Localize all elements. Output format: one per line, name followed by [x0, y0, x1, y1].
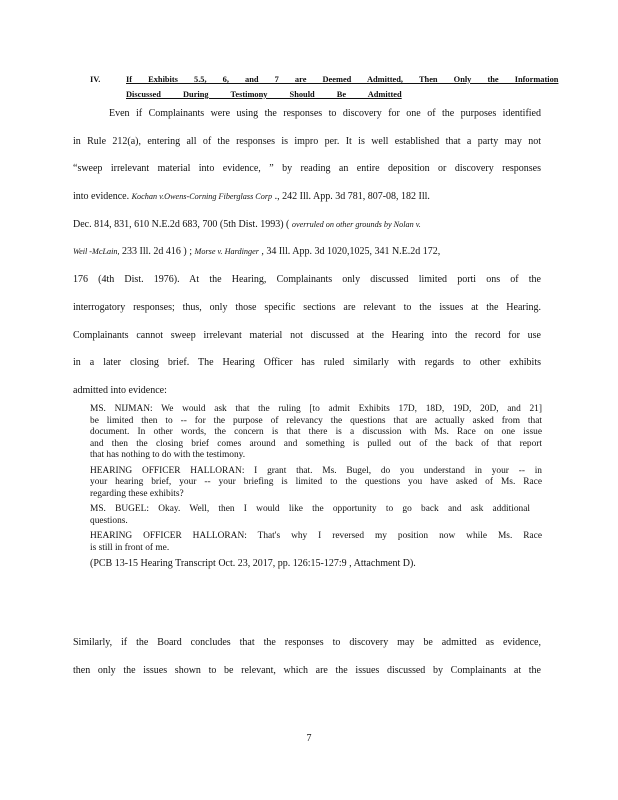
quote-line: MS. NIJMAN: We would ask that the ruling [to admit Exhibits 17D, 18D, 19D, 20D, and 21] [90, 404, 542, 414]
paragraph-line: “sweep irrelevant material into evidence, ” by reading an entire deposition or discovery responses [73, 163, 541, 175]
quote-line: that has nothing to do with the testimony. [90, 450, 246, 460]
quote-line: MS. BUGEL: Okay. Well, then I would like the opportunity to go back and ask additional [90, 504, 530, 514]
paragraph-line [73, 218, 541, 246]
paragraph-line [73, 190, 541, 218]
section-title-line-1: If Exhibits 5.5, 6, and 7 are Deemed Admitted, Then Only the Information [126, 75, 559, 84]
quote-line: questions. [90, 515, 128, 526]
quote-line: your hearing brief, your -- your briefing is limited to the questions you have asked of Ms. Race [90, 477, 542, 487]
quote-line: be limited then to -- for the purpose of relevancy the questions that are actually asked from that [90, 415, 542, 426]
body-paragraph-1 [73, 107, 541, 412]
paragraph-line: 176 (4th Dist. 1976). At the Hearing, Complainants only discussed limited porti ons of the [73, 274, 541, 286]
paragraph-line [73, 245, 541, 273]
paragraph-line: admitted into evidence: [73, 384, 167, 396]
case-name-citation: Weil -McLain, [73, 247, 120, 257]
paragraph-line: Complainants cannot sweep irrelevant material not discussed at the Hearing into the record for use [73, 329, 541, 341]
paragraph-line: Similarly, if the Board concludes that the responses to discovery may be admitted as evidence, [73, 637, 541, 648]
paragraph-line: in Rule 212(a), entering all of the responses is impro per. It is well established that a party may not [73, 135, 541, 147]
quote-line: HEARING OFFICER HALLORAN: That's why I reversed my position now while Ms. Race [90, 531, 542, 541]
quote-line: regarding these exhibits? [90, 488, 184, 499]
text-run: into evidence. [73, 191, 130, 203]
text-run: ., 242 Ill. App. 3d 781, 807-08, 182 Ill. [274, 191, 430, 203]
transcript-citation: (PCB 13-15 Hearing Transcript Oct. 23, 2017, pp. 126:15-127:9 , Attachment D). [90, 558, 416, 569]
quote-line: is still in front of me. [90, 542, 170, 553]
quote-line: document. In other words, the concern is that there is a discussion with Ms. Race on one issue [90, 427, 542, 437]
quote-line: and then the closing brief comes around and something is pulled out of the back of that report [90, 438, 542, 449]
body-paragraph-2 [73, 636, 541, 691]
section-title-line-2: Discussed During Testimony Should Be Admitted [126, 90, 402, 99]
text-run: 233 Ill. 2d 416 ) ; [122, 246, 193, 258]
paragraph-line: then only the issues shown to be relevant, which are the issues discussed by Complainants at the [73, 664, 541, 676]
case-name-citation: Morse v. Hardinger [194, 247, 259, 257]
paragraph-line: interrogatory responses; thus, only those specific sections are relevant to the issues at the Hearing. [73, 301, 541, 313]
section-number: IV. [90, 75, 101, 84]
text-run: , 34 Ill. App. 3d 1020,1025, 341 N.E.2d 172, [261, 246, 441, 258]
page-number: 7 [306, 733, 312, 744]
text-run: Dec. 814, 831, 610 N.E.2d 683, 700 (5th Dist. 1993) ( [73, 218, 290, 230]
block-quote [90, 404, 542, 570]
paragraph-line: Even if Complainants were using the responses to discovery for one of the purposes identified [109, 108, 541, 119]
case-name-citation: overruled on other grounds by Nolan v. [291, 219, 421, 229]
case-name-citation: Kochan v.Owens-Corning Fiberglass Corp [131, 192, 273, 202]
paragraph-line: in a later closing brief. The Hearing Officer has ruled similarly with regards to other exhibits [73, 357, 541, 369]
quote-line: HEARING OFFICER HALLORAN: I grant that. Ms. Bugel, do you understand in your -- in [90, 465, 542, 476]
